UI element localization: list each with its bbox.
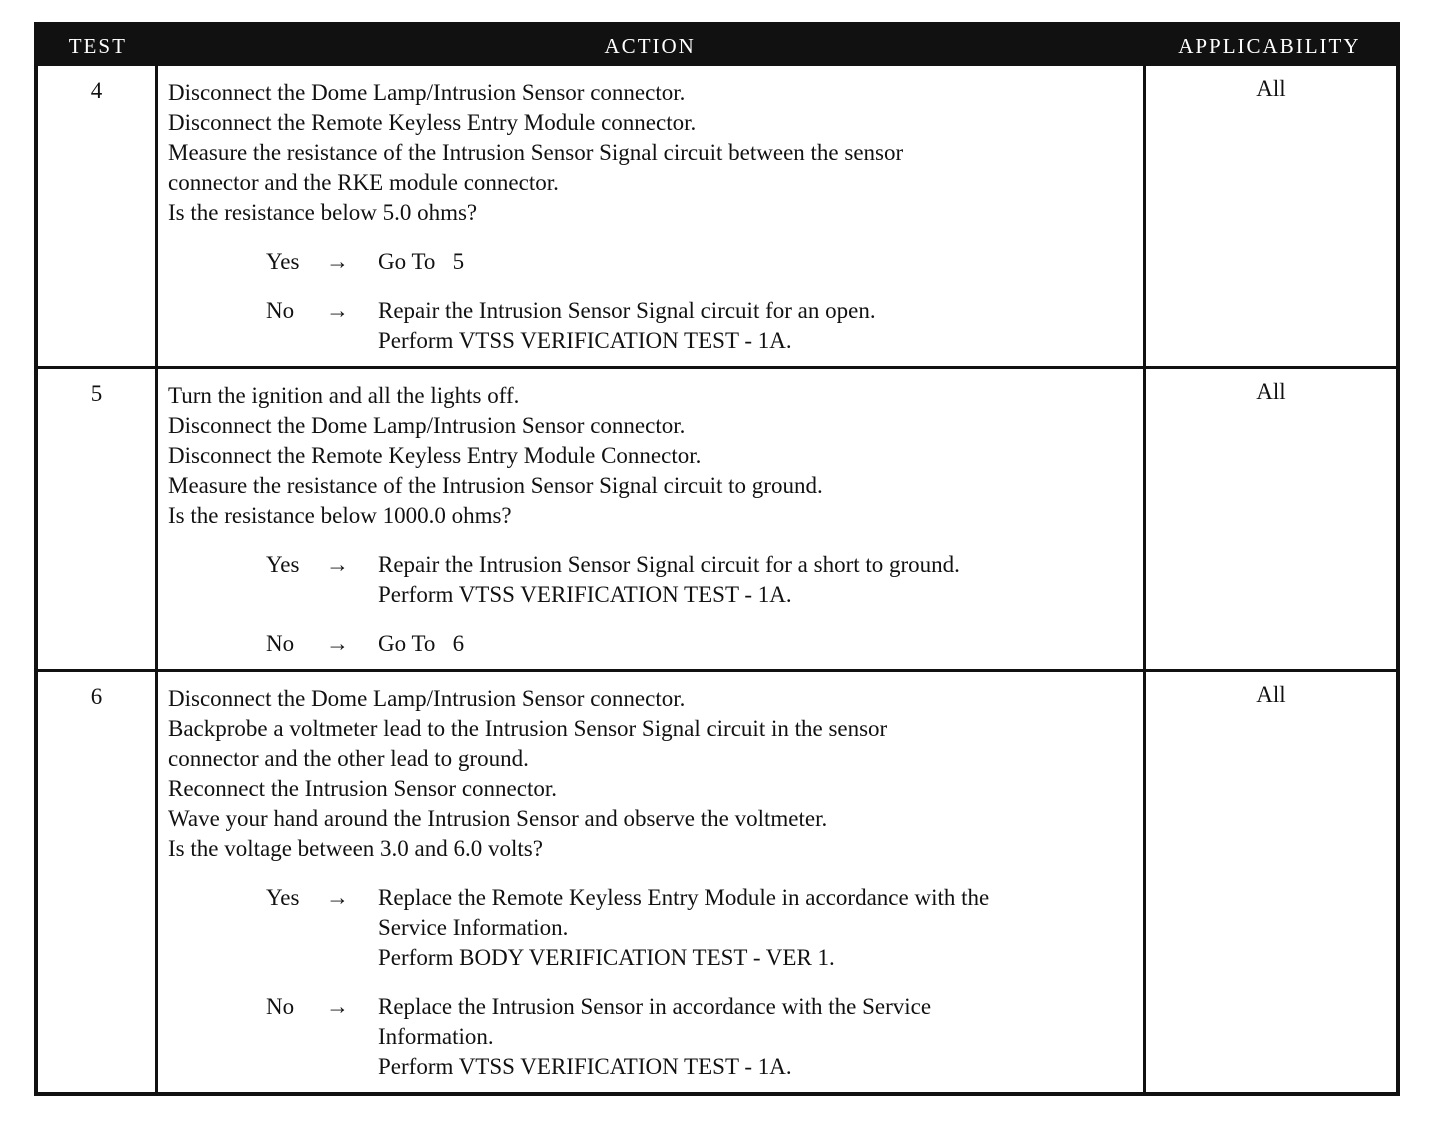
option-line: Information. xyxy=(378,1024,494,1049)
step-line: Turn the ignition and all the lights off. xyxy=(168,383,520,408)
step-line: Wave your hand around the Intrusion Sensor and observe the voltmeter. xyxy=(168,806,828,831)
table-header xyxy=(38,26,1396,66)
step-line: Disconnect the Remote Keyless Entry Module Connector. xyxy=(168,443,702,468)
option-label: No xyxy=(266,994,295,1019)
arrow-right-icon: → xyxy=(326,298,349,323)
step-line: Is the resistance below 1000.0 ohms? xyxy=(168,503,512,528)
arrow-right-icon: → xyxy=(326,994,349,1019)
step-line: Is the resistance below 5.0 ohms? xyxy=(168,200,478,225)
option-line: Replace the Remote Keyless Entry Module in accordance with the xyxy=(378,885,990,910)
step-line: Reconnect the Intrusion Sensor connector. xyxy=(168,776,557,801)
option-label: No xyxy=(266,298,295,323)
option-line: Perform VTSS VERIFICATION TEST - 1A. xyxy=(378,328,792,353)
step-line: Backprobe a voltmeter lead to the Intrusion Sensor Signal circuit in the sensor xyxy=(168,716,888,741)
step-line: Disconnect the Dome Lamp/Intrusion Sensor connector. xyxy=(168,686,686,711)
test-number: 6 xyxy=(38,672,158,1092)
option-label: No xyxy=(266,631,295,656)
option-line: Repair the Intrusion Sensor Signal circuit for a short to ground. xyxy=(378,552,960,577)
options xyxy=(168,883,1134,1082)
step-line: connector and the other lead to ground. xyxy=(168,746,529,771)
action-cell xyxy=(158,672,1146,1092)
option-text xyxy=(378,883,1134,973)
header-action: ACTION xyxy=(604,33,696,58)
table-row xyxy=(38,669,1396,1092)
option-no xyxy=(266,629,1134,659)
applicability-cell: All xyxy=(1256,76,1286,101)
option-line: Replace the Intrusion Sensor in accordance with the Service xyxy=(378,994,932,1019)
table-row xyxy=(38,366,1396,669)
option-yes xyxy=(266,247,1134,277)
test-number: 4 xyxy=(38,66,158,366)
option-text xyxy=(378,550,1134,610)
option-label: Yes xyxy=(266,885,300,910)
step-line: Disconnect the Dome Lamp/Intrusion Sensor connector. xyxy=(168,413,686,438)
applicability-cell: All xyxy=(1256,379,1286,404)
arrow-right-icon: → xyxy=(326,885,349,910)
option-yes xyxy=(266,883,1134,973)
option-line: Go To 5 xyxy=(378,249,465,274)
option-label: Yes xyxy=(266,552,300,577)
option-no xyxy=(266,296,1134,356)
arrow-right-icon: → xyxy=(326,631,349,656)
option-line: Service Information. xyxy=(378,915,569,940)
option-label: Yes xyxy=(266,249,300,274)
table-row xyxy=(38,66,1396,366)
step-line: Is the voltage between 3.0 and 6.0 volts? xyxy=(168,836,543,861)
option-text xyxy=(378,296,1134,356)
options xyxy=(168,550,1134,659)
option-line: Perform VTSS VERIFICATION TEST - 1A. xyxy=(378,1054,792,1079)
option-line: Perform BODY VERIFICATION TEST - VER 1. xyxy=(378,945,835,970)
arrow-right-icon: → xyxy=(326,552,349,577)
step-line: Measure the resistance of the Intrusion Sensor Signal circuit between the sensor xyxy=(168,140,904,165)
action-cell xyxy=(158,369,1146,669)
table-body xyxy=(38,66,1396,1092)
option-no xyxy=(266,992,1134,1082)
diagnostic-table xyxy=(34,22,1400,1096)
option-line: Go To 6 xyxy=(378,631,465,656)
option-line: Repair the Intrusion Sensor Signal circuit for an open. xyxy=(378,298,876,323)
action-cell xyxy=(158,66,1146,366)
step-line: Disconnect the Remote Keyless Entry Module connector. xyxy=(168,110,697,135)
step-line: Measure the resistance of the Intrusion Sensor Signal circuit to ground. xyxy=(168,473,823,498)
option-yes xyxy=(266,550,1134,610)
options xyxy=(168,247,1134,356)
option-text xyxy=(378,992,1134,1082)
option-line: Perform VTSS VERIFICATION TEST - 1A. xyxy=(378,582,792,607)
test-number: 5 xyxy=(38,369,158,669)
step-line: connector and the RKE module connector. xyxy=(168,170,559,195)
header-applicability: APPLICABILITY xyxy=(1178,33,1361,58)
header-test: TEST xyxy=(68,33,127,58)
step-line: Disconnect the Dome Lamp/Intrusion Sensor connector. xyxy=(168,80,686,105)
applicability-cell: All xyxy=(1256,682,1286,707)
arrow-right-icon: → xyxy=(326,249,349,274)
option-text xyxy=(378,629,1134,659)
option-text xyxy=(378,247,1134,277)
